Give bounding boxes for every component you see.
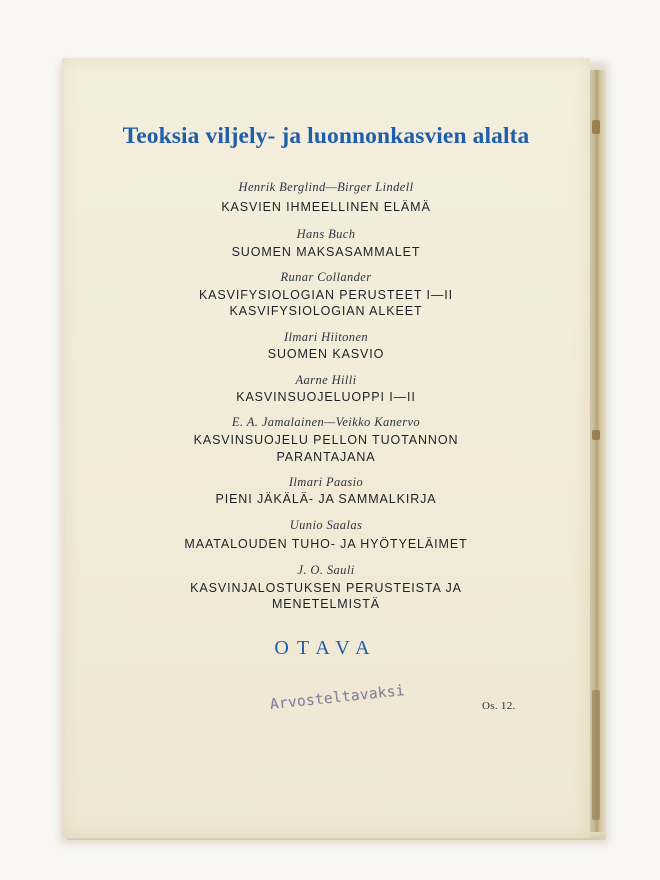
book-title: SUOMEN MAKSASAMMALET bbox=[231, 245, 421, 259]
book-title: KASVINSUOJELUOPPI I—II bbox=[236, 390, 416, 404]
spine-wear-mark bbox=[592, 120, 600, 134]
author-line: Henrik Berglind—Birger Lindell bbox=[238, 180, 414, 194]
book-title: KASVINSUOJELU PELLON TUOTANNON bbox=[193, 433, 459, 447]
series-number: Os. 12. bbox=[482, 700, 516, 712]
book-title: KASVIEN IHMEELLINEN ELÄMÄ bbox=[221, 200, 431, 214]
book-title: PARANTAJANA bbox=[276, 450, 376, 464]
spine-wear-mark bbox=[592, 690, 600, 820]
book-title: KASVINJALOSTUKSEN PERUSTEISTA JA bbox=[190, 581, 462, 595]
book-title: KASVIFYSIOLOGIAN PERUSTEET I—II bbox=[198, 288, 454, 302]
book-title: MENETELMISTÄ bbox=[271, 597, 381, 611]
author-line: Ilmari Hiitonen bbox=[283, 330, 369, 344]
author-line: Runar Collander bbox=[280, 270, 372, 284]
publisher-name: OTAVA bbox=[274, 637, 378, 659]
book-title: MAATALOUDEN TUHO- JA HYÖTYELÄIMET bbox=[184, 537, 468, 551]
review-stamp: Arvosteltavaksi bbox=[269, 682, 406, 713]
author-line: Hans Buch bbox=[296, 227, 356, 241]
author-line: J. O. Sauli bbox=[297, 563, 355, 577]
author-line: Uunio Saalas bbox=[289, 518, 363, 532]
cover-title: Teoksia viljely- ja luonnonkasvien alalta bbox=[122, 123, 530, 149]
author-line: Aarne Hilli bbox=[295, 373, 357, 387]
back-cover bbox=[62, 58, 590, 838]
book-title: PIENI JÄKÄLÄ- JA SAMMALKIRJA bbox=[215, 492, 437, 506]
author-line: Ilmari Paasio bbox=[288, 475, 364, 489]
author-line: E. A. Jamalainen—Veikko Kanervo bbox=[231, 415, 421, 429]
book-title: KASVIFYSIOLOGIAN ALKEET bbox=[229, 304, 423, 318]
spine-wear-mark bbox=[592, 430, 600, 440]
book-title: SUOMEN KASVIO bbox=[267, 347, 385, 361]
